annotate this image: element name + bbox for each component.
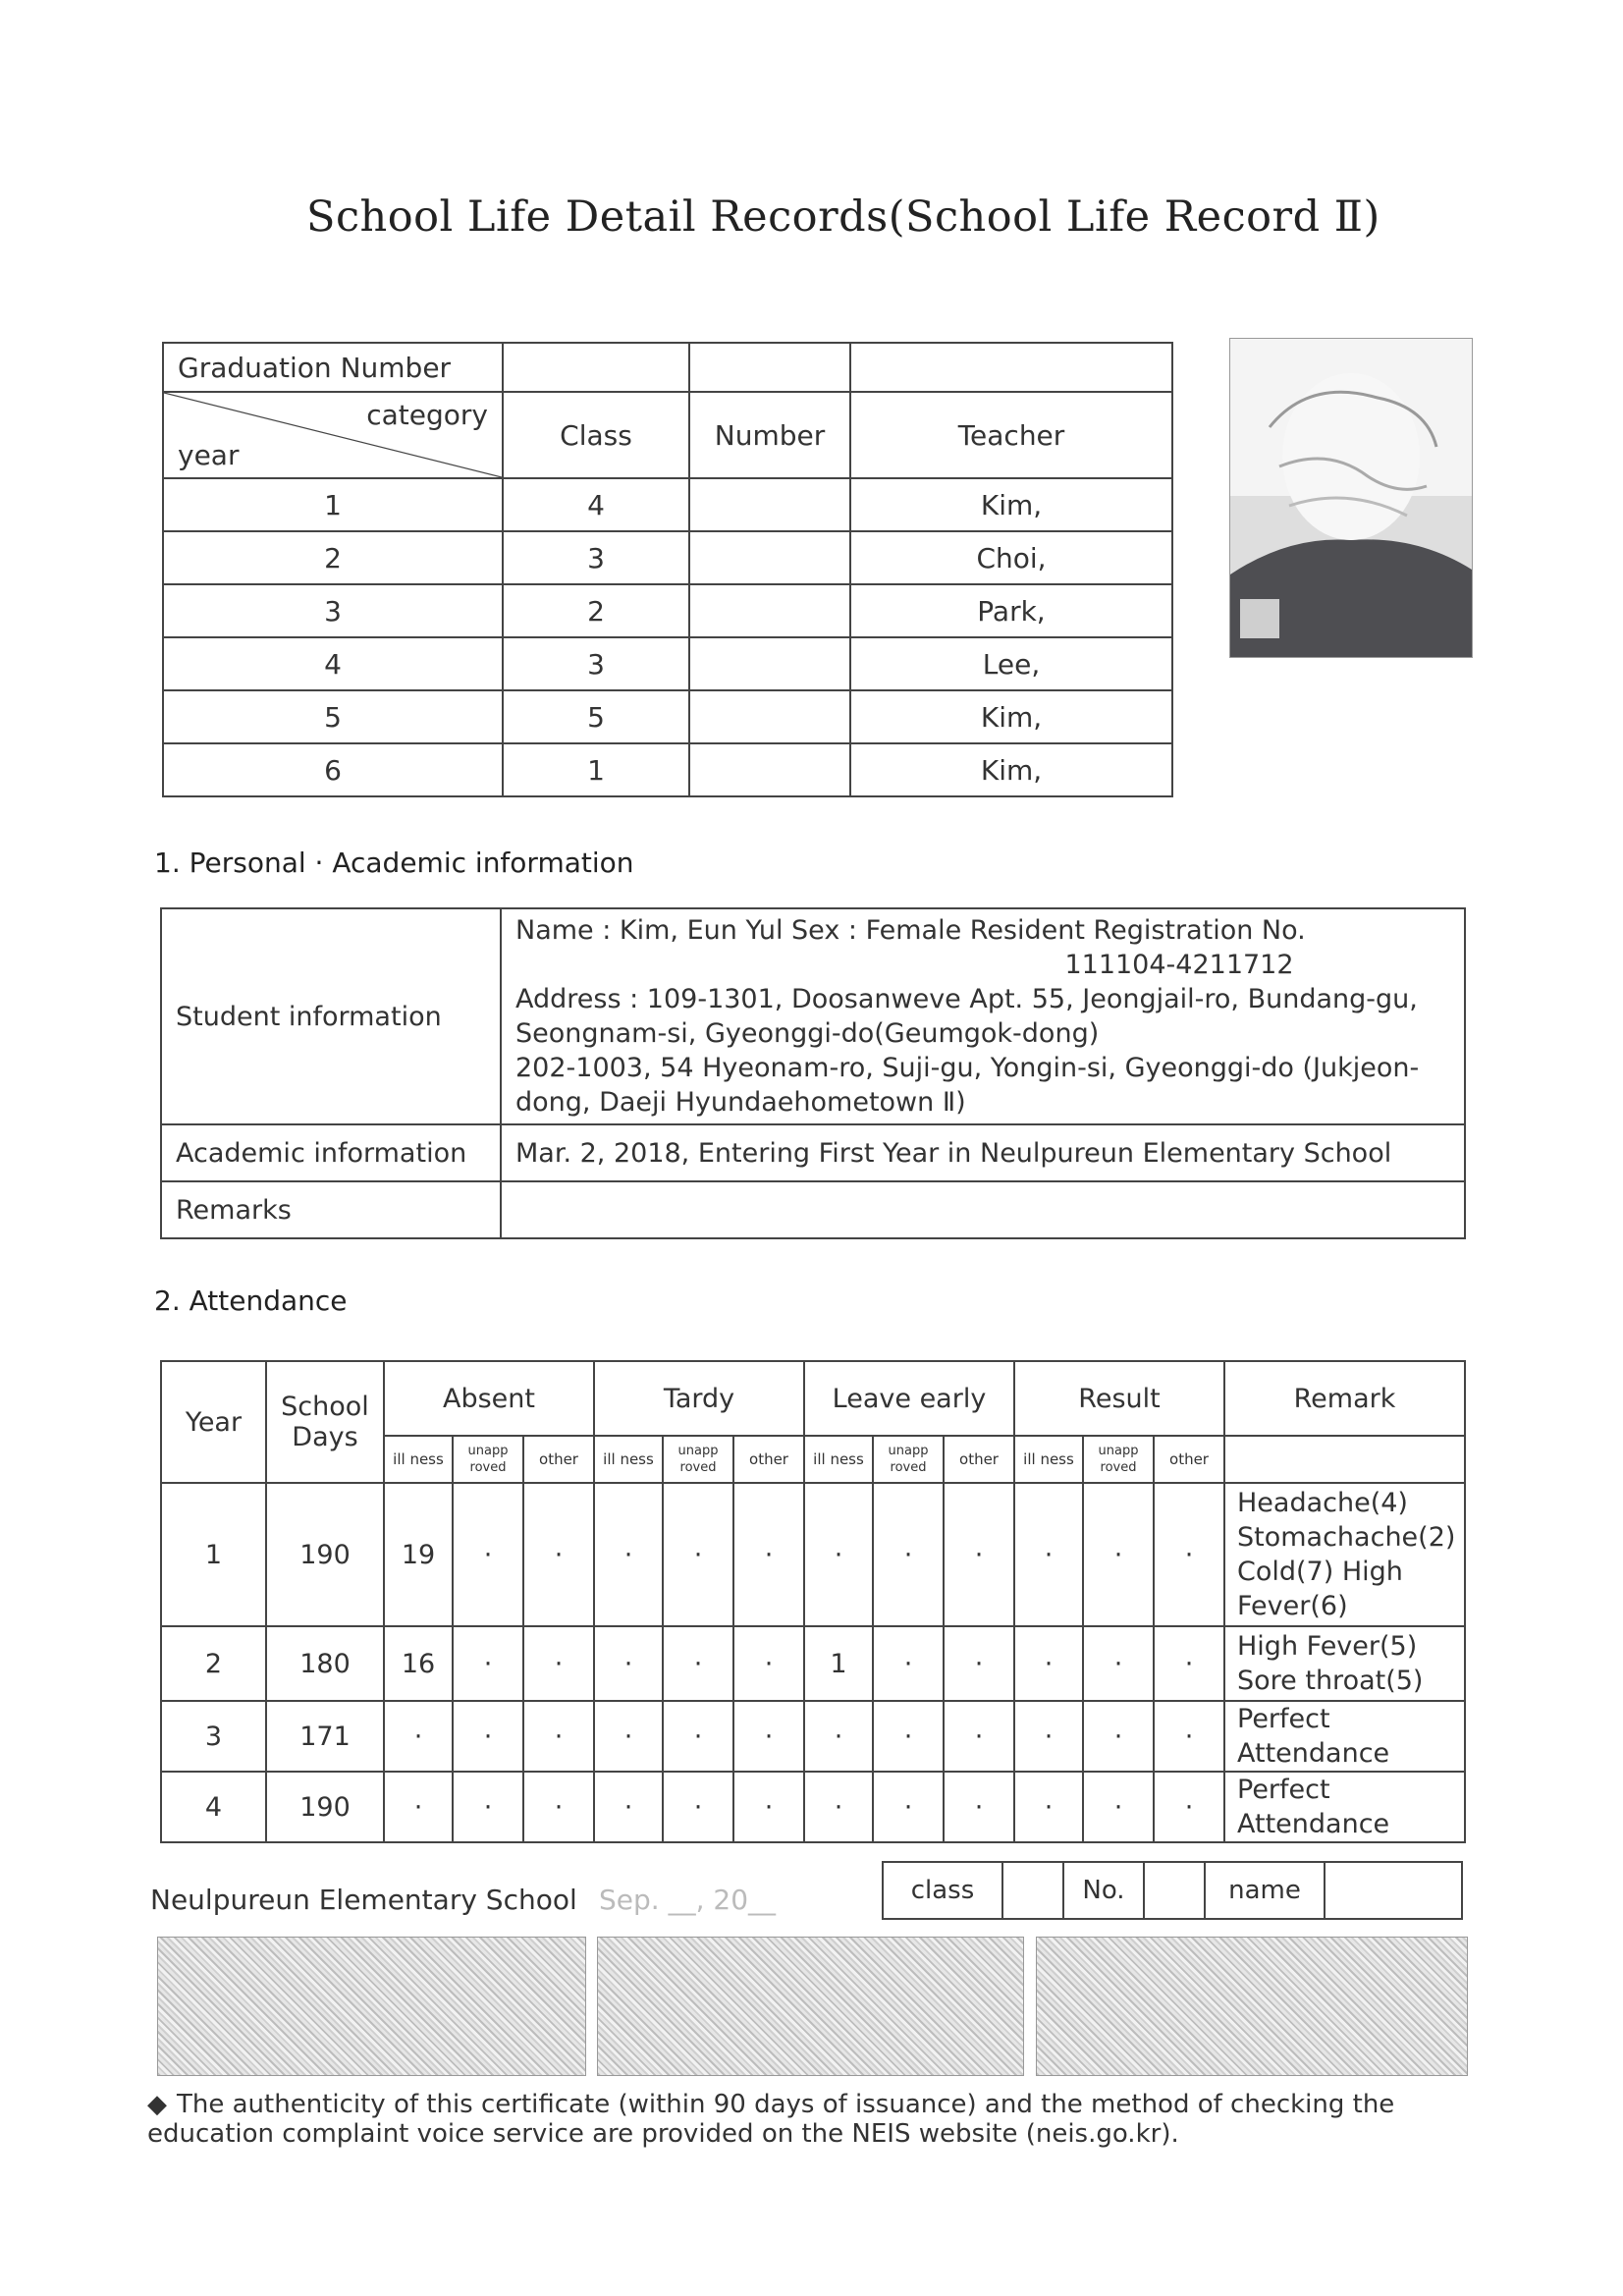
- footer-student-table: [882, 1861, 1463, 1920]
- sub-unapproved: unapp roved: [453, 1436, 523, 1483]
- address-line-1: Address : 109-1301, Doosanweve Apt. 55, Jeongjail-ro, Bundang-gu, Seongnam-si, Gyeonggi-do(Geumgok-dong): [515, 984, 1418, 1049]
- count-cell: ·: [1083, 1772, 1154, 1842]
- class-cell: 3: [503, 531, 689, 584]
- count-cell: ·: [594, 1701, 663, 1772]
- year-cell: 5: [163, 690, 503, 743]
- diamond-bullet-icon: ◆: [147, 2090, 167, 2119]
- count-cell: ·: [384, 1701, 453, 1772]
- count-cell: ·: [453, 1701, 523, 1772]
- class-history-table: [162, 342, 1173, 797]
- count-cell: ·: [1014, 1626, 1083, 1701]
- name-sex-line: Name : Kim, Eun Yul Sex : Female Resident Registration No.: [515, 915, 1306, 946]
- count-cell: ·: [873, 1483, 944, 1626]
- count-cell: ·: [453, 1626, 523, 1701]
- header-result: Result: [1014, 1361, 1224, 1436]
- count-cell: ·: [1014, 1772, 1083, 1842]
- table-row: [163, 531, 1172, 584]
- column-header-number: Number: [689, 392, 850, 478]
- count-cell: ·: [523, 1772, 594, 1842]
- table-row: [161, 1483, 1465, 1626]
- count-cell: ·: [594, 1626, 663, 1701]
- academic-info-label: Academic information: [161, 1124, 501, 1181]
- count-cell: ·: [523, 1483, 594, 1626]
- category-label: category: [366, 399, 488, 431]
- footer-school-name: Neulpureun Elementary School: [150, 1884, 577, 1916]
- count-cell: ·: [523, 1626, 594, 1701]
- count-cell: ·: [733, 1626, 804, 1701]
- category-year-header: [163, 392, 503, 478]
- class-cell: 2: [503, 584, 689, 637]
- column-header-teacher: Teacher: [850, 392, 1172, 478]
- academic-info-value: Mar. 2, 2018, Entering First Year in Neulpureun Elementary School: [501, 1124, 1465, 1181]
- count-cell: ·: [663, 1701, 733, 1772]
- table-row: [163, 743, 1172, 796]
- class-cell: 3: [503, 637, 689, 690]
- header-remark: Remark: [1224, 1361, 1465, 1436]
- sub-other: other: [523, 1436, 594, 1483]
- security-stamp-area: [157, 1937, 586, 2076]
- teacher-cell: Kim,: [850, 743, 1172, 796]
- sub-ill: ill ness: [1014, 1436, 1083, 1483]
- remark-cell: Perfect Attendance: [1224, 1701, 1465, 1772]
- count-cell: ·: [1083, 1626, 1154, 1701]
- count-cell: ·: [1154, 1626, 1224, 1701]
- count-cell: ·: [453, 1772, 523, 1842]
- table-row: [163, 690, 1172, 743]
- remark-cell: Perfect Attendance: [1224, 1772, 1465, 1842]
- sub-unapproved: unapp roved: [1083, 1436, 1154, 1483]
- security-stamp-area: [1036, 1937, 1468, 2076]
- count-cell: ·: [804, 1701, 873, 1772]
- footer-date: Sep. __, 20__: [599, 1884, 777, 1916]
- authenticity-note: [147, 2090, 1483, 2149]
- count-cell: ·: [944, 1701, 1014, 1772]
- remarks-value: [501, 1181, 1465, 1238]
- student-photo: [1229, 338, 1473, 658]
- count-cell: ·: [384, 1772, 453, 1842]
- sub-other: other: [733, 1436, 804, 1483]
- remark-cell: High Fever(5) Sore throat(5): [1224, 1626, 1465, 1701]
- year-cell: 3: [161, 1701, 266, 1772]
- teacher-cell: Kim,: [850, 690, 1172, 743]
- header-absent: Absent: [384, 1361, 594, 1436]
- class-cell: 1: [503, 743, 689, 796]
- count-cell: ·: [1083, 1701, 1154, 1772]
- days-cell: 171: [266, 1701, 384, 1772]
- number-cell: [689, 690, 850, 743]
- remark-cell: Headache(4) Stomachache(2) Cold(7) High Fever(6): [1224, 1483, 1465, 1626]
- count-cell: ·: [733, 1701, 804, 1772]
- count-cell: 1: [804, 1626, 873, 1701]
- count-cell: ·: [873, 1772, 944, 1842]
- table-row: [163, 637, 1172, 690]
- graduation-cell: [689, 343, 850, 392]
- authenticity-note-text: The authenticity of this certificate (within 90 days of issuance) and the method of checking the education complaint voice service are provided on the NEIS website (neis.go.kr).: [147, 2090, 1395, 2149]
- count-cell: ·: [1014, 1701, 1083, 1772]
- count-cell: ·: [944, 1483, 1014, 1626]
- class-cell: 5: [503, 690, 689, 743]
- count-cell: ·: [733, 1483, 804, 1626]
- count-cell: ·: [804, 1772, 873, 1842]
- teacher-cell: Park,: [850, 584, 1172, 637]
- footer-class-label: class: [883, 1862, 1002, 1919]
- section-heading-attendance: 2. Attendance: [154, 1285, 348, 1317]
- year-cell: 1: [161, 1483, 266, 1626]
- sub-ill: ill ness: [804, 1436, 873, 1483]
- count-cell: ·: [1154, 1483, 1224, 1626]
- teacher-cell: Kim,: [850, 478, 1172, 531]
- sub-blank: [1224, 1436, 1465, 1483]
- teacher-cell: Choi,: [850, 531, 1172, 584]
- remarks-label: Remarks: [161, 1181, 501, 1238]
- number-cell: [689, 584, 850, 637]
- sub-unapproved: unapp roved: [663, 1436, 733, 1483]
- count-cell: ·: [944, 1772, 1014, 1842]
- sub-ill: ill ness: [384, 1436, 453, 1483]
- sub-ill: ill ness: [594, 1436, 663, 1483]
- sub-unapproved: unapp roved: [873, 1436, 944, 1483]
- count-cell: ·: [873, 1701, 944, 1772]
- attendance-table: [160, 1360, 1466, 1843]
- count-cell: ·: [733, 1772, 804, 1842]
- class-cell: 4: [503, 478, 689, 531]
- table-row: [163, 478, 1172, 531]
- year-cell: 3: [163, 584, 503, 637]
- year-cell: 4: [161, 1772, 266, 1842]
- year-cell: 2: [161, 1626, 266, 1701]
- student-info-value: [501, 908, 1465, 1124]
- number-cell: [689, 637, 850, 690]
- table-row: [161, 1626, 1465, 1701]
- footer-no-label: No.: [1063, 1862, 1144, 1919]
- section-heading-personal: 1. Personal · Academic information: [154, 847, 634, 879]
- count-cell: ·: [663, 1626, 733, 1701]
- header-leave-early: Leave early: [804, 1361, 1014, 1436]
- graduation-cell: [850, 343, 1172, 392]
- year-cell: 4: [163, 637, 503, 690]
- count-cell: ·: [523, 1701, 594, 1772]
- count-cell: ·: [873, 1626, 944, 1701]
- header-tardy: Tardy: [594, 1361, 804, 1436]
- count-cell: ·: [1154, 1772, 1224, 1842]
- count-cell: ·: [1083, 1483, 1154, 1626]
- year-cell: 1: [163, 478, 503, 531]
- footer-name-value: [1325, 1862, 1462, 1919]
- security-stamp-area: [597, 1937, 1024, 2076]
- count-cell: ·: [804, 1483, 873, 1626]
- footer-name-label: name: [1205, 1862, 1325, 1919]
- graduation-number-label: Graduation Number: [163, 343, 503, 392]
- count-cell: ·: [663, 1483, 733, 1626]
- year-cell: 6: [163, 743, 503, 796]
- header-year: Year: [161, 1361, 266, 1483]
- table-row: [161, 1701, 1465, 1772]
- count-cell: ·: [663, 1772, 733, 1842]
- year-cell: 2: [163, 531, 503, 584]
- count-cell: 16: [384, 1626, 453, 1701]
- days-cell: 180: [266, 1626, 384, 1701]
- days-cell: 190: [266, 1483, 384, 1626]
- sub-other: other: [944, 1436, 1014, 1483]
- graduation-cell: [503, 343, 689, 392]
- student-info-label: Student information: [161, 908, 501, 1124]
- count-cell: ·: [453, 1483, 523, 1626]
- count-cell: 19: [384, 1483, 453, 1626]
- document-title: School Life Detail Records(School Life Record Ⅱ): [306, 192, 1380, 242]
- personal-info-table: [160, 907, 1466, 1239]
- count-cell: ·: [944, 1626, 1014, 1701]
- header-school-days: School Days: [266, 1361, 384, 1483]
- registration-number: 111104-4211712: [1064, 950, 1294, 980]
- year-label: year: [178, 439, 240, 471]
- address-line-2: 202-1003, 54 Hyeonam-ro, Suji-gu, Yongin-si, Gyeonggi-do (Jukjeon-dong, Daeji Hyundaehometown Ⅱ): [515, 1053, 1420, 1118]
- number-cell: [689, 531, 850, 584]
- count-cell: ·: [1014, 1483, 1083, 1626]
- count-cell: ·: [594, 1483, 663, 1626]
- number-cell: [689, 743, 850, 796]
- number-cell: [689, 478, 850, 531]
- count-cell: ·: [594, 1772, 663, 1842]
- table-row: [163, 584, 1172, 637]
- table-row: [161, 1772, 1465, 1842]
- footer-no-value: [1144, 1862, 1205, 1919]
- sub-other: other: [1154, 1436, 1224, 1483]
- teacher-cell: Lee,: [850, 637, 1172, 690]
- days-cell: 190: [266, 1772, 384, 1842]
- count-cell: ·: [1154, 1701, 1224, 1772]
- column-header-class: Class: [503, 392, 689, 478]
- footer-class-value: [1002, 1862, 1063, 1919]
